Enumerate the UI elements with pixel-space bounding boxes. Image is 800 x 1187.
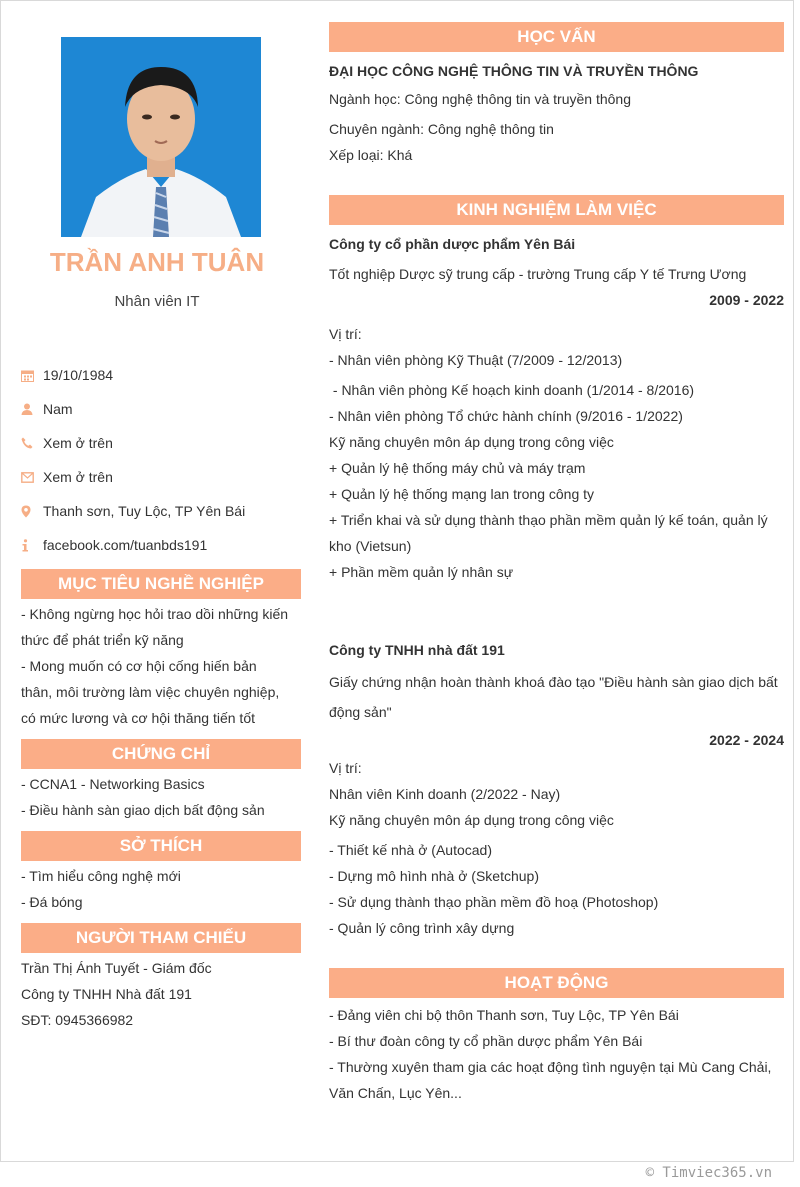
- footer-watermark: © Timviec365.vn: [645, 1165, 772, 1181]
- activities-section: [329, 968, 784, 1106]
- text-line: Vị trí:: [329, 760, 362, 776]
- job-description: động sản": [329, 704, 392, 720]
- certificates-section: [21, 739, 301, 823]
- info-text: 19/10/1984: [43, 367, 114, 383]
- profile-photo: [61, 37, 261, 237]
- text-line: - Quản lý công trình xây dựng: [329, 920, 515, 936]
- education-specialty: Chuyên ngành: Công nghệ thông tin: [329, 121, 554, 137]
- text-line: Trần Thị Ánh Tuyết - Giám đốc: [21, 960, 212, 976]
- info-icon: [21, 539, 43, 552]
- text-line: kho (Vietsun): [329, 538, 412, 554]
- text-line: - Nhân viên phòng Kế hoạch kinh doanh (1/2014 - 8/2016): [329, 382, 695, 398]
- info-text: Xem ở trên: [43, 469, 113, 485]
- text-line: - Thiết kế nhà ở (Autocad): [329, 842, 493, 858]
- phone-icon: [21, 437, 43, 449]
- section-title: MỤC TIÊU NGHỀ NGHIỆP: [21, 569, 301, 599]
- info-email: [21, 460, 301, 494]
- hobbies-list: [21, 861, 301, 915]
- text-line: Kỹ năng chuyên môn áp dụng trong công việc: [329, 812, 614, 828]
- hobbies-section: [21, 831, 301, 915]
- job-years: 2022 - 2024: [709, 732, 784, 748]
- references-list: [21, 953, 301, 1033]
- text-line: thân, môi trường làm việc chuyên nghiệp,: [21, 684, 280, 700]
- job-entry: [329, 231, 784, 585]
- list-item: - Tìm hiểu công nghệ mới: [21, 868, 181, 884]
- info-facebook: [21, 528, 301, 562]
- text-line: - Không ngừng học hỏi trao dồi những kiến: [21, 606, 289, 622]
- text-line: + Quản lý hệ thống mạng lan trong công ty: [329, 486, 595, 502]
- experience-section: [329, 195, 784, 941]
- certificates-list: [21, 769, 301, 823]
- text-line: Công ty TNHH Nhà đất 191: [21, 986, 192, 1002]
- location-icon: [21, 505, 43, 518]
- education-section: [329, 22, 784, 168]
- education-major: Ngành học: Công nghệ thông tin và truyền thông: [329, 91, 631, 107]
- job-company: Công ty cổ phần dược phẩm Yên Bái: [329, 236, 576, 252]
- text-line: + Quản lý hệ thống máy chủ và máy trạm: [329, 460, 586, 476]
- job-details: [329, 755, 784, 941]
- text-line: thức để phát triển kỹ năng: [21, 632, 184, 648]
- info-phone: [21, 426, 301, 460]
- text-line: Vị trí:: [329, 326, 362, 342]
- school-name: ĐẠI HỌC CÔNG NGHỆ THÔNG TIN VÀ TRUYỀN THÔNG: [329, 63, 699, 79]
- text-line: - Nhân viên phòng Tổ chức hành chính (9/2016 - 1/2022): [329, 408, 683, 424]
- section-title: KINH NGHIỆM LÀM VIỆC: [329, 195, 784, 225]
- job-entry: [329, 637, 784, 941]
- info-gender: [21, 392, 301, 426]
- text-line: có mức lương và cơ hội thăng tiến tốt: [21, 710, 255, 726]
- text-line: - Dựng mô hình nhà ở (Sketchup): [329, 868, 539, 884]
- education-rank: Xếp loại: Khá: [329, 147, 413, 163]
- info-text: Xem ở trên: [43, 435, 113, 451]
- objective-text: [21, 599, 301, 731]
- info-text: Nam: [43, 401, 73, 417]
- email-icon: [21, 472, 43, 483]
- text-line: - Mong muốn có cơ hội cống hiến bản: [21, 658, 257, 674]
- list-item: - CCNA1 - Networking Basics: [21, 776, 205, 792]
- job-years: 2009 - 2022: [709, 292, 784, 308]
- text-line: + Phần mềm quản lý nhân sự: [329, 564, 514, 580]
- candidate-name: TRẦN ANH TUÂN: [49, 247, 265, 277]
- list-item: - Điều hành sàn giao dịch bất động sản: [21, 802, 265, 818]
- text-line: SĐT: 0945366982: [21, 1012, 134, 1028]
- list-item: - Bí thư đoàn công ty cổ phần dược phẩm Yên Bái: [329, 1033, 643, 1049]
- candidate-role: Nhân viên IT: [114, 293, 200, 310]
- section-title: HỌC VẤN: [329, 22, 784, 52]
- section-title: CHỨNG CHỈ: [21, 739, 301, 769]
- section-title: SỞ THÍCH: [21, 831, 301, 861]
- text-line: - Nhân viên phòng Kỹ Thuật (7/2009 - 12/2013): [329, 352, 623, 368]
- info-text: Thanh sơn, Tuy Lộc, TP Yên Bái: [43, 503, 246, 519]
- activities-list: [329, 1002, 784, 1106]
- job-description: Tốt nghiệp Dược sỹ trung cấp - trường Trung cấp Y tế Trưng Ương: [329, 266, 747, 282]
- info-text: facebook.com/tuanbds191: [43, 537, 208, 553]
- contact-info: [21, 358, 301, 562]
- job-description: Giấy chứng nhận hoàn thành khoá đào tạo "Điều hành sàn giao dịch bất: [329, 674, 778, 690]
- text-line: Nhân viên Kinh doanh (2/2022 - Nay): [329, 786, 561, 802]
- text-line: + Triển khai và sử dụng thành thạo phần mềm quản lý kế toán, quản lý: [329, 512, 768, 528]
- references-section: [21, 923, 301, 1033]
- person-icon: [21, 403, 43, 415]
- info-birthday: [21, 358, 301, 392]
- list-item: Văn Chấn, Lục Yên...: [329, 1085, 462, 1101]
- text-line: - Sử dụng thành thạo phần mềm đồ hoạ (Photoshop): [329, 894, 659, 910]
- section-title: NGƯỜI THAM CHIẾU: [21, 923, 301, 953]
- info-address: [21, 494, 301, 528]
- list-item: - Thường xuyên tham gia các hoạt động tình nguyện tại Mù Cang Chải,: [329, 1059, 772, 1075]
- list-item: - Đá bóng: [21, 894, 83, 910]
- job-company: Công ty TNHH nhà đất 191: [329, 642, 505, 658]
- section-title: HOẠT ĐỘNG: [329, 968, 784, 998]
- job-details: [329, 321, 784, 585]
- calendar-icon: [21, 369, 43, 382]
- objective-section: [21, 569, 301, 731]
- text-line: Kỹ năng chuyên môn áp dụng trong công việc: [329, 434, 614, 450]
- list-item: - Đảng viên chi bộ thôn Thanh sơn, Tuy Lộc, TP Yên Bái: [329, 1007, 679, 1023]
